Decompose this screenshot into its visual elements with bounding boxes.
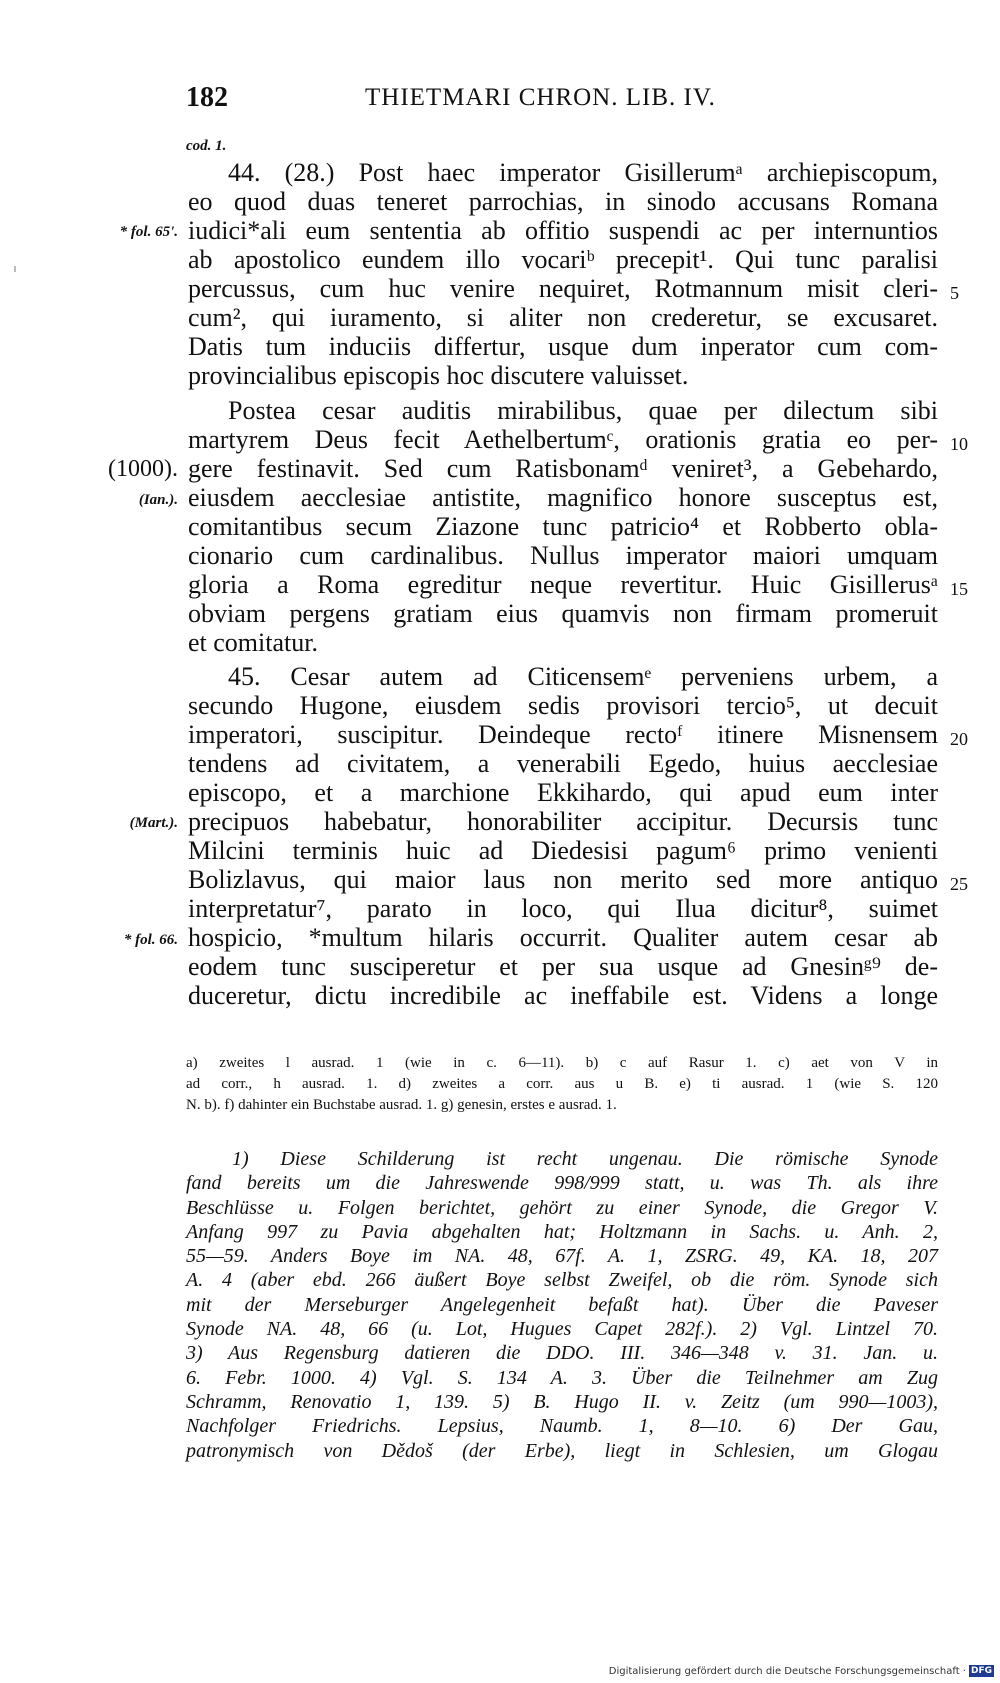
text-line: duceretur, dictu incredibile ac ineffabile est. Videns a longe xyxy=(188,981,938,1010)
text-line: hospicio, *multum hilaris occurrit. Qualiter autem cesar ab xyxy=(188,923,938,952)
margin-note-year: (1000). xyxy=(108,456,178,482)
margin-note-date: (Mart.). xyxy=(129,815,178,831)
scan-speck xyxy=(14,266,16,272)
footnote-line: 1) Diese Schilderung ist recht ungenau. Die römische Synode xyxy=(232,1148,938,1170)
apparatus-line: ad corr., h ausrad. 1. d) zweites a corr. aus u B. e) ti ausrad. 1 (wie S. 120 xyxy=(186,1076,938,1092)
footnote-line: mit der Merseburger Angelegenheit befaßt hat). Über die Paveser xyxy=(186,1293,938,1316)
footnote-line: Nachfolger Friedrichs. Lepsius, Naumb. 1, 8—10. 6) Der Gau, xyxy=(186,1415,938,1438)
apparatus-line: N. b). f) dahinter ein Buchstabe ausrad. 1. g) genesin, erstes e ausrad. 1. xyxy=(186,1097,617,1113)
text-line: comitantibus secum Ziazone tunc patricio⁴ et Robberto obla- xyxy=(188,512,938,541)
line-number: 20 xyxy=(950,729,968,749)
text-line: eo quod duas teneret parrochias, in sinodo accusans Romana xyxy=(188,187,938,216)
text-line: precipuos habebatur, honorabiliter accipitur. Decursis tunc xyxy=(188,807,938,836)
footnote-line: patronymisch von Dědoš (der Erbe), liegt in Schlesien, um Glogau xyxy=(186,1439,938,1462)
text-line: secundo Hugone, eiusdem sedis provisori tercio⁵, ut decuit xyxy=(188,691,938,720)
footnote-line: Synode NA. 48, 66 (u. Lot, Hugues Capet 282f.). 2) Vgl. Lintzel 70. xyxy=(186,1318,938,1341)
footnote-line: 6. Febr. 1000. 4) Vgl. S. 134 A. 3. Über die Teilnehmer am Zug xyxy=(186,1366,938,1389)
text-line: ab apostolico eundem illo vocariᵇ precepit¹. Qui tunc paralisi xyxy=(188,245,938,274)
text-line: imperatori, suscipitur. Deindeque rectoᶠ itinere Misnensem xyxy=(188,720,938,749)
text-line: 45. Cesar autem ad Citicensemᵉ perveniens urbem, a xyxy=(228,662,938,691)
text-line: iudici*ali eum sententia ab offitio suspendi ac per internuntios xyxy=(188,216,938,245)
text-line: eodem tunc susciperetur et per sua usque ad Gnesinᵍ⁹ de- xyxy=(188,952,938,981)
text-line: cionario cum cardinalibus. Nullus imperator maiori umquam xyxy=(188,541,938,570)
footnote-line: Anfang 997 zu Pavia abgehalten hat; Holtzmann in Sachs. u. Anh. 2, xyxy=(186,1220,938,1243)
critical-apparatus xyxy=(186,1053,938,1116)
text-line: percussus, cum huc venire nequiret, Rotmannum misit cleri- xyxy=(188,274,938,303)
codex-note: cod. 1. xyxy=(186,138,227,154)
text-line: martyrem Deus fecit Aethelbertumᶜ, orationis gratia eo per- xyxy=(188,425,938,454)
text-line: 44. (28.) Post haec imperator Gisillerumᵃ archiepiscopum, xyxy=(228,158,938,187)
text-line: Datis tum induciis differtur, usque dum inperator cum com- xyxy=(188,332,938,361)
footnote-line: 3) Aus Regensburg datieren die DDO. III. 346—348 v. 31. Jan. u. xyxy=(186,1342,938,1365)
footnote-line: fand bereits um die Jahreswende 998/999 statt, u. was Th. als ihre xyxy=(186,1172,938,1195)
text-line: interpretatur⁷, parato in loco, qui Ilua dicitur⁸, suimet xyxy=(188,894,938,923)
page-number: 182 xyxy=(186,82,228,113)
text-line: cum², qui iuramento, si aliter non crederetur, se excusaret. xyxy=(188,303,938,332)
text-line: episcopo, et a marchione Ekkihardo, qui apud eum inter xyxy=(188,778,938,807)
dfg-logo: DFG xyxy=(970,1666,992,1676)
footnote-line: Beschlüsse u. Folgen berichtet, gehört zu einer Synode, die Gregor V. xyxy=(186,1196,938,1219)
text-line: Postea cesar auditis mirabilibus, quae per dilectum sibi xyxy=(228,396,938,425)
margin-note-folio: * fol. 66. xyxy=(123,932,178,948)
text-line: obviam pergens gratiam eius quamvis non firmam promeruit xyxy=(188,599,938,628)
text-line: Bolizlavus, qui maior laus non merito sed more antiquo xyxy=(188,865,938,894)
text-line: gere festinavit. Sed cum Ratisbonamᵈ veniret³, a Gebehardo, xyxy=(188,454,938,483)
credit-text: Digitalisierung gefördert durch die Deutsche Forschungsgemeinschaft · xyxy=(608,1665,966,1677)
text-line: provincialibus episcopis hoc discutere valuisset. xyxy=(188,361,689,390)
footnote-line: 55—59. Anders Boye im NA. 48, 67f. A. 1, ZSRG. 49, KA. 18, 207 xyxy=(186,1245,938,1268)
footnote-line: A. 4 (aber ebd. 266 äußert Boye selbst Zweifel, ob die röm. Synode sich xyxy=(186,1269,938,1292)
line-number: 10 xyxy=(950,434,968,454)
footnotes xyxy=(186,1147,938,1463)
apparatus-line: a) zweites l ausrad. 1 (wie in c. 6—11). b) c auf Rasur 1. c) aet von V in xyxy=(186,1055,938,1071)
digitization-credit xyxy=(609,1665,994,1677)
text-line: gloria a Roma egreditur neque revertitur. Huic Gisillerusᵃ xyxy=(188,570,938,599)
line-number: 25 xyxy=(950,874,968,894)
margin-note-date: (Ian.). xyxy=(138,492,178,508)
line-number: 5 xyxy=(950,283,959,303)
text-line: et comitatur. xyxy=(188,628,318,657)
text-line: Milcini terminis huic ad Diedesisi pagum⁶ primo venienti xyxy=(188,836,938,865)
margin-note-folio: * fol. 65'. xyxy=(119,224,178,240)
text-line: tendens ad civitatem, a venerabili Egedo, huius aecclesiae xyxy=(188,749,938,778)
line-number: 15 xyxy=(950,579,968,599)
footnote-line: Schramm, Renovatio 1, 139. 5) B. Hugo II. v. Zeitz (um 990—1003), xyxy=(186,1390,938,1413)
running-title: THIETMARI CHRON. LIB. IV. xyxy=(365,84,716,111)
text-line: eiusdem aecclesiae antistite, magnifico honore susceptus est, xyxy=(188,483,938,512)
